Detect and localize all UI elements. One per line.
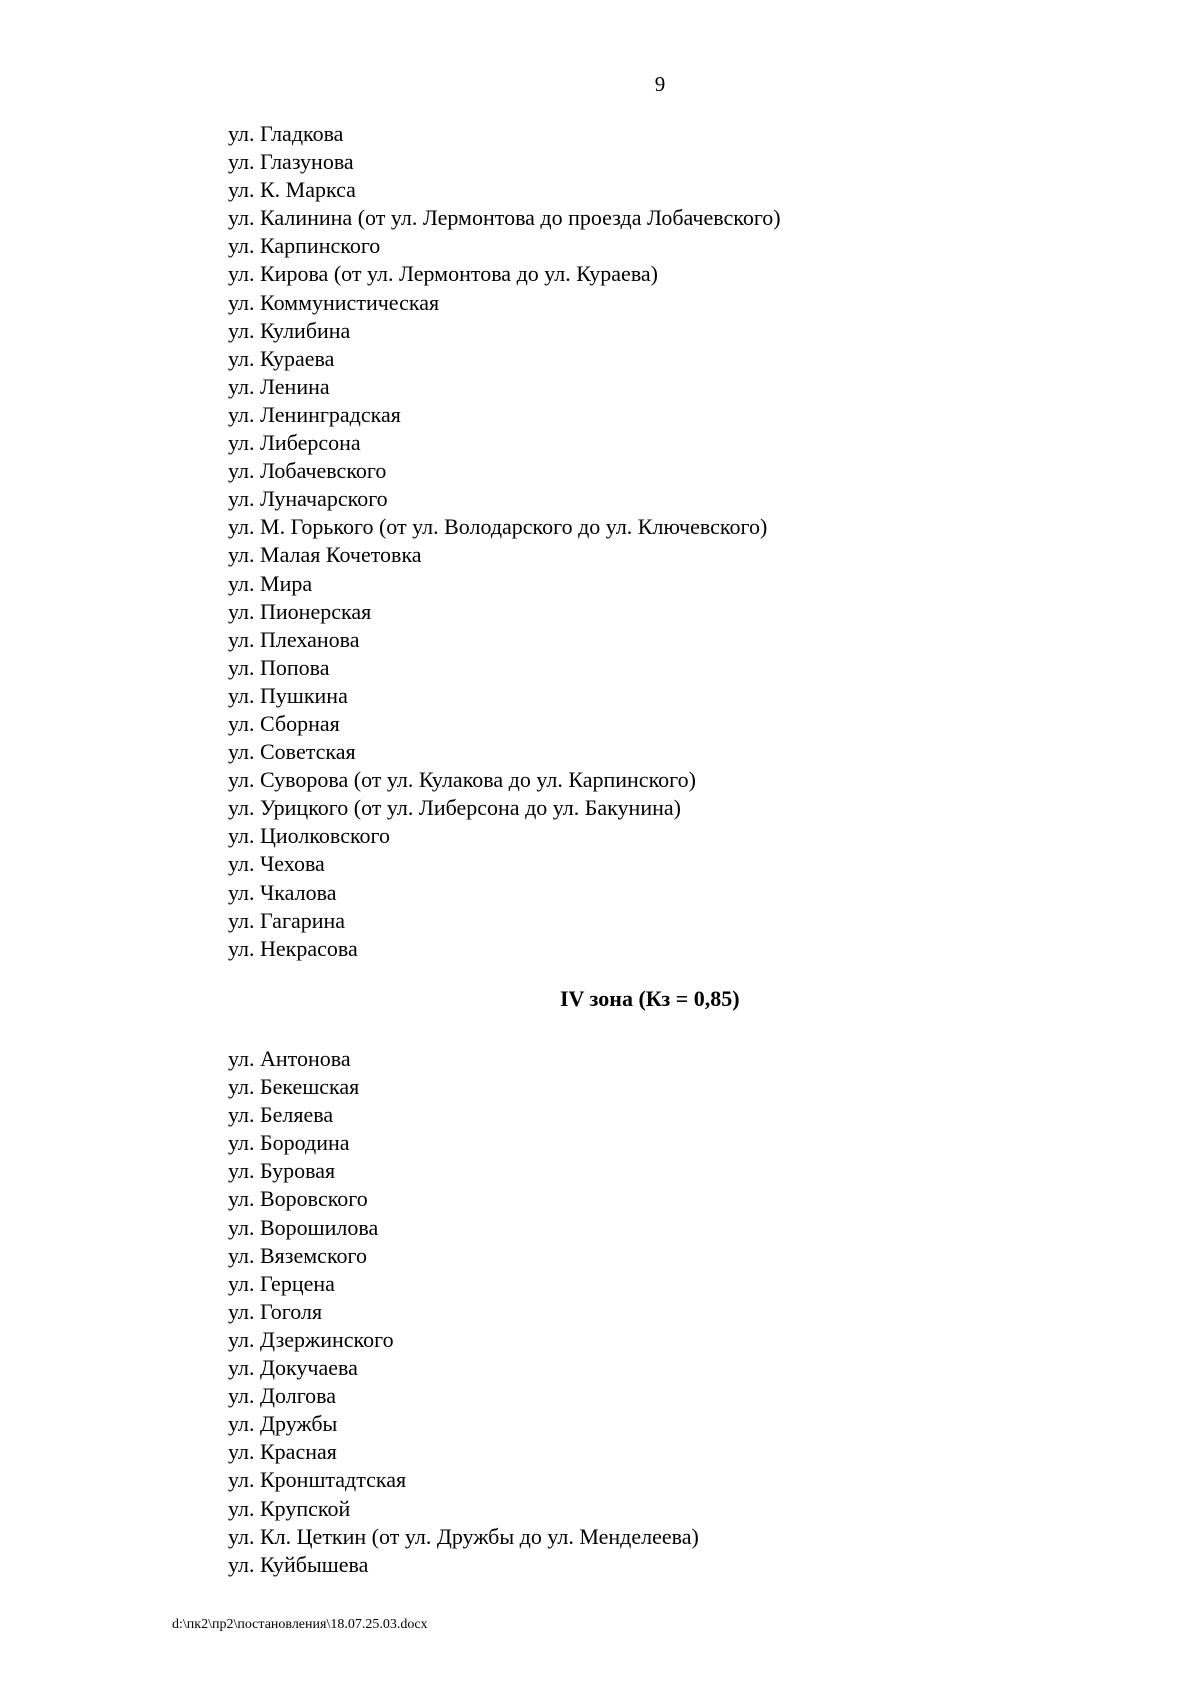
- street-item: ул. Дружбы: [228, 1411, 338, 1437]
- street-item: ул. Некрасова: [228, 935, 358, 961]
- street-item: ул. Плеханова: [228, 626, 360, 652]
- street-item: ул. Ленина: [228, 373, 330, 399]
- street-item: ул. Кронштадтская: [228, 1467, 407, 1493]
- street-item: ул. Кирова (от ул. Лермонтова до ул. Кураева): [228, 261, 659, 287]
- street-item: ул. Кл. Цеткин (от ул. Дружбы до ул. Менделеева): [228, 1523, 699, 1549]
- zone-heading: IV зона (Кз = 0,85): [560, 986, 740, 1011]
- street-item: ул. Циолковского: [228, 823, 391, 849]
- street-item: ул. Чехова: [228, 851, 325, 877]
- street-item: ул. Мира: [228, 570, 313, 596]
- street-item: ул. Бекешская: [228, 1074, 360, 1100]
- street-item: ул. Куйбышева: [228, 1551, 369, 1577]
- street-item: ул. Бородина: [228, 1130, 350, 1156]
- street-item: ул. Беляева: [228, 1102, 334, 1128]
- street-item: ул. Советская: [228, 739, 356, 765]
- street-item: ул. Буровая: [228, 1158, 336, 1184]
- street-item: ул. Глазунова: [228, 149, 354, 175]
- street-item: ул. Вяземского: [228, 1242, 367, 1268]
- street-item: ул. Крупской: [228, 1495, 351, 1521]
- street-item: ул. Пушкина: [228, 682, 348, 708]
- street-item: ул. Суворова (от ул. Кулакова до ул. Карпинского): [228, 767, 696, 793]
- street-item: ул. Карпинского: [228, 233, 381, 259]
- street-item: ул. Лобачевского: [228, 458, 387, 484]
- street-item: ул. Красная: [228, 1439, 337, 1465]
- street-item: ул. Гоголя: [228, 1298, 323, 1324]
- street-item: ул. Кулибина: [228, 317, 351, 343]
- street-item: ул. Антонова: [228, 1046, 351, 1071]
- street-item: ул. Докучаева: [228, 1355, 358, 1381]
- street-item: ул. Коммунистическая: [228, 289, 440, 315]
- street-item: ул. Герцена: [228, 1270, 335, 1296]
- street-item: ул. Гагарина: [228, 907, 346, 933]
- street-item: ул. Ворошилова: [228, 1214, 379, 1240]
- street-item: ул. Малая Кочетовка: [228, 542, 422, 568]
- street-item: ул. Гладкова: [228, 121, 344, 146]
- street-item: ул. Воровского: [228, 1186, 368, 1212]
- street-list-zone-4: [228, 1045, 699, 1579]
- street-item: ул. Дзержинского: [228, 1326, 394, 1352]
- street-item: ул. Пионерская: [228, 598, 372, 624]
- street-item: ул. Кураева: [228, 345, 335, 371]
- street-item: ул. К. Маркса: [228, 177, 356, 203]
- street-item: ул. Попова: [228, 654, 330, 680]
- street-item: ул. Луначарского: [228, 486, 388, 512]
- street-item: ул. Либерсона: [228, 430, 361, 456]
- street-item: ул. Калинина (от ул. Лермонтова до проезда Лобачевского): [228, 205, 781, 231]
- street-item: ул. Сборная: [228, 710, 340, 736]
- footer-file-path: d:\пк2\пр2\постановления\18.07.25.03.docx: [172, 1617, 428, 1632]
- street-list-zone-3: [228, 120, 781, 963]
- street-item: ул. М. Горького (от ул. Володарского до ул. Ключевского): [228, 514, 768, 540]
- street-item: ул. Долгова: [228, 1383, 337, 1409]
- page-number: 9: [654, 72, 666, 96]
- street-item: ул. Урицкого (от ул. Либерсона до ул. Бакунина): [228, 795, 681, 821]
- street-item: ул. Ленинградская: [228, 401, 401, 427]
- street-item: ул. Чкалова: [228, 879, 337, 905]
